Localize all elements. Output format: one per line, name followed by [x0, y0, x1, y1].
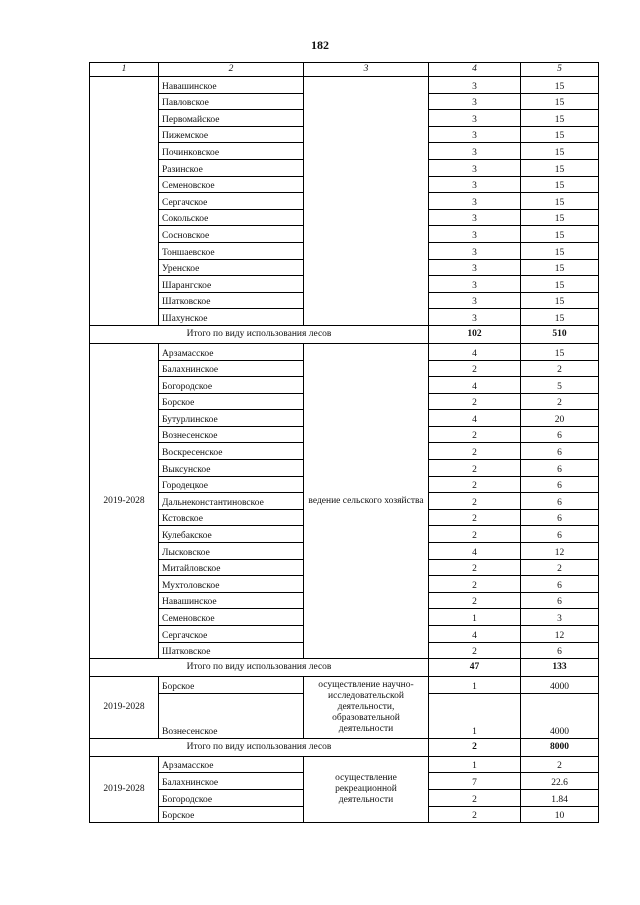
forest-use-table — [89, 62, 599, 823]
value-col5: 12 — [521, 543, 599, 560]
use-type-cell: ведение сельского хозяйства — [304, 343, 429, 658]
period-cell — [90, 77, 159, 326]
value-col4: 1 — [429, 693, 521, 738]
value-col4: 3 — [429, 209, 521, 226]
value-col5: 15 — [521, 242, 599, 259]
value-col5: 15 — [521, 259, 599, 276]
value-col4: 2 — [429, 789, 521, 806]
value-col4: 1 — [429, 756, 521, 773]
value-col4: 3 — [429, 159, 521, 176]
value-col4: 2 — [429, 559, 521, 576]
page-number: 182 — [311, 38, 329, 52]
forestry-name: Павловское — [159, 93, 304, 110]
forestry-name: Выксунское — [159, 460, 304, 477]
value-col4: 3 — [429, 110, 521, 127]
value-col5: 6 — [521, 526, 599, 543]
value-col5: 2 — [521, 559, 599, 576]
use-type-cell — [304, 77, 429, 326]
value-col4: 4 — [429, 410, 521, 427]
value-col5: 6 — [521, 509, 599, 526]
value-col4: 4 — [429, 543, 521, 560]
value-col4: 2 — [429, 476, 521, 493]
forestry-name: Бутурлинское — [159, 410, 304, 427]
value-col4: 1 — [429, 609, 521, 626]
value-col5: 15 — [521, 77, 599, 94]
total-label: Итого по виду использования лесов — [90, 738, 429, 756]
forestry-name: Шатковское — [159, 642, 304, 659]
column-number-header: 2 — [159, 63, 304, 77]
table-row — [90, 77, 599, 94]
forestry-name: Шарангское — [159, 276, 304, 293]
forestry-name: Уренское — [159, 259, 304, 276]
total-col5: 510 — [521, 325, 599, 343]
value-col4: 3 — [429, 226, 521, 243]
column-number-header: 3 — [304, 63, 429, 77]
total-col5: 8000 — [521, 738, 599, 756]
total-label: Итого по виду использования лесов — [90, 659, 429, 677]
value-col5: 15 — [521, 159, 599, 176]
value-col4: 4 — [429, 343, 521, 360]
forestry-name: Балахнинское — [159, 773, 304, 790]
forestry-name: Семеновское — [159, 609, 304, 626]
forestry-name: Богородское — [159, 789, 304, 806]
value-col4: 2 — [429, 443, 521, 460]
table-row — [90, 677, 599, 694]
value-col5: 6 — [521, 476, 599, 493]
value-col4: 2 — [429, 509, 521, 526]
period-cell: 2019-2028 — [90, 756, 159, 822]
period-cell: 2019-2028 — [90, 677, 159, 739]
value-col5: 15 — [521, 209, 599, 226]
value-col4: 3 — [429, 143, 521, 160]
forestry-name: Воскресенское — [159, 443, 304, 460]
value-col5: 6 — [521, 493, 599, 510]
forestry-name: Городецкое — [159, 476, 304, 493]
value-col5: 6 — [521, 443, 599, 460]
value-col5: 15 — [521, 276, 599, 293]
forestry-name: Богородское — [159, 377, 304, 394]
value-col5: 6 — [521, 426, 599, 443]
value-col5: 15 — [521, 93, 599, 110]
value-col4: 3 — [429, 292, 521, 309]
total-row — [90, 325, 599, 343]
value-col5: 15 — [521, 343, 599, 360]
value-col5: 12 — [521, 626, 599, 643]
forestry-name: Борское — [159, 806, 304, 823]
value-col5: 3 — [521, 609, 599, 626]
value-col4: 3 — [429, 176, 521, 193]
forestry-name: Навашинское — [159, 77, 304, 94]
value-col4: 3 — [429, 126, 521, 143]
value-col4: 3 — [429, 276, 521, 293]
total-col4: 47 — [429, 659, 521, 677]
forestry-name: Шатковское — [159, 292, 304, 309]
value-col4: 4 — [429, 626, 521, 643]
value-col4: 2 — [429, 426, 521, 443]
value-col4: 2 — [429, 576, 521, 593]
value-col4: 2 — [429, 642, 521, 659]
value-col4: 2 — [429, 806, 521, 823]
value-col5: 6 — [521, 592, 599, 609]
header-row — [90, 63, 599, 77]
table-row — [90, 756, 599, 773]
forestry-name: Вознесенское — [159, 693, 304, 738]
forestry-name: Митайловское — [159, 559, 304, 576]
value-col5: 6 — [521, 576, 599, 593]
forestry-name: Сосновское — [159, 226, 304, 243]
value-col4: 1 — [429, 677, 521, 694]
value-col5: 5 — [521, 377, 599, 394]
value-col5: 10 — [521, 806, 599, 823]
value-col4: 4 — [429, 377, 521, 394]
value-col5: 4000 — [521, 693, 599, 738]
use-type-cell: осуществление рекреационной деятельности — [304, 756, 429, 822]
total-col4: 102 — [429, 325, 521, 343]
total-row — [90, 659, 599, 677]
value-col4: 3 — [429, 93, 521, 110]
value-col5: 15 — [521, 292, 599, 309]
total-row — [90, 738, 599, 756]
total-col5: 133 — [521, 659, 599, 677]
column-number-header: 1 — [90, 63, 159, 77]
forestry-name: Шахунское — [159, 309, 304, 326]
forestry-name: Кстовское — [159, 509, 304, 526]
column-number-header: 5 — [521, 63, 599, 77]
use-type-cell: осуществление научно-исследовательской деятельности, образовательной деятельности — [304, 677, 429, 739]
total-col4: 2 — [429, 738, 521, 756]
forestry-name: Борское — [159, 393, 304, 410]
forestry-name: Тоншаевское — [159, 242, 304, 259]
forestry-name: Навашинское — [159, 592, 304, 609]
value-col5: 15 — [521, 110, 599, 127]
forestry-name: Починковское — [159, 143, 304, 160]
column-number-header: 4 — [429, 63, 521, 77]
forestry-name: Дальнеконстантиновское — [159, 493, 304, 510]
value-col5: 15 — [521, 226, 599, 243]
forestry-name: Первомайское — [159, 110, 304, 127]
forestry-name: Балахнинское — [159, 360, 304, 377]
value-col4: 3 — [429, 242, 521, 259]
forestry-name: Борское — [159, 677, 304, 694]
value-col5: 22.6 — [521, 773, 599, 790]
forestry-name: Лысковское — [159, 543, 304, 560]
value-col4: 2 — [429, 360, 521, 377]
value-col4: 2 — [429, 393, 521, 410]
value-col5: 15 — [521, 309, 599, 326]
forestry-name: Арзамасское — [159, 756, 304, 773]
value-col4: 2 — [429, 460, 521, 477]
forestry-name: Пижемское — [159, 126, 304, 143]
value-col4: 3 — [429, 309, 521, 326]
value-col4: 3 — [429, 193, 521, 210]
value-col4: 2 — [429, 493, 521, 510]
period-cell: 2019-2028 — [90, 343, 159, 658]
value-col5: 2 — [521, 756, 599, 773]
forestry-name: Вознесенское — [159, 426, 304, 443]
value-col4: 2 — [429, 592, 521, 609]
forestry-name: Сергачское — [159, 193, 304, 210]
value-col4: 7 — [429, 773, 521, 790]
value-col5: 15 — [521, 176, 599, 193]
value-col5: 15 — [521, 193, 599, 210]
forestry-name: Сокольское — [159, 209, 304, 226]
value-col5: 6 — [521, 460, 599, 477]
forestry-name: Кулебакское — [159, 526, 304, 543]
value-col4: 3 — [429, 77, 521, 94]
total-label: Итого по виду использования лесов — [90, 325, 429, 343]
forestry-name: Мухтоловское — [159, 576, 304, 593]
forestry-name: Разинское — [159, 159, 304, 176]
value-col5: 4000 — [521, 677, 599, 694]
value-col4: 3 — [429, 259, 521, 276]
table-row — [90, 343, 599, 360]
value-col5: 15 — [521, 126, 599, 143]
value-col5: 1.84 — [521, 789, 599, 806]
forestry-name: Арзамасское — [159, 343, 304, 360]
forestry-name: Сергачское — [159, 626, 304, 643]
value-col5: 6 — [521, 642, 599, 659]
value-col5: 2 — [521, 393, 599, 410]
value-col5: 20 — [521, 410, 599, 427]
forestry-name: Семеновское — [159, 176, 304, 193]
value-col5: 2 — [521, 360, 599, 377]
value-col5: 15 — [521, 143, 599, 160]
value-col4: 2 — [429, 526, 521, 543]
